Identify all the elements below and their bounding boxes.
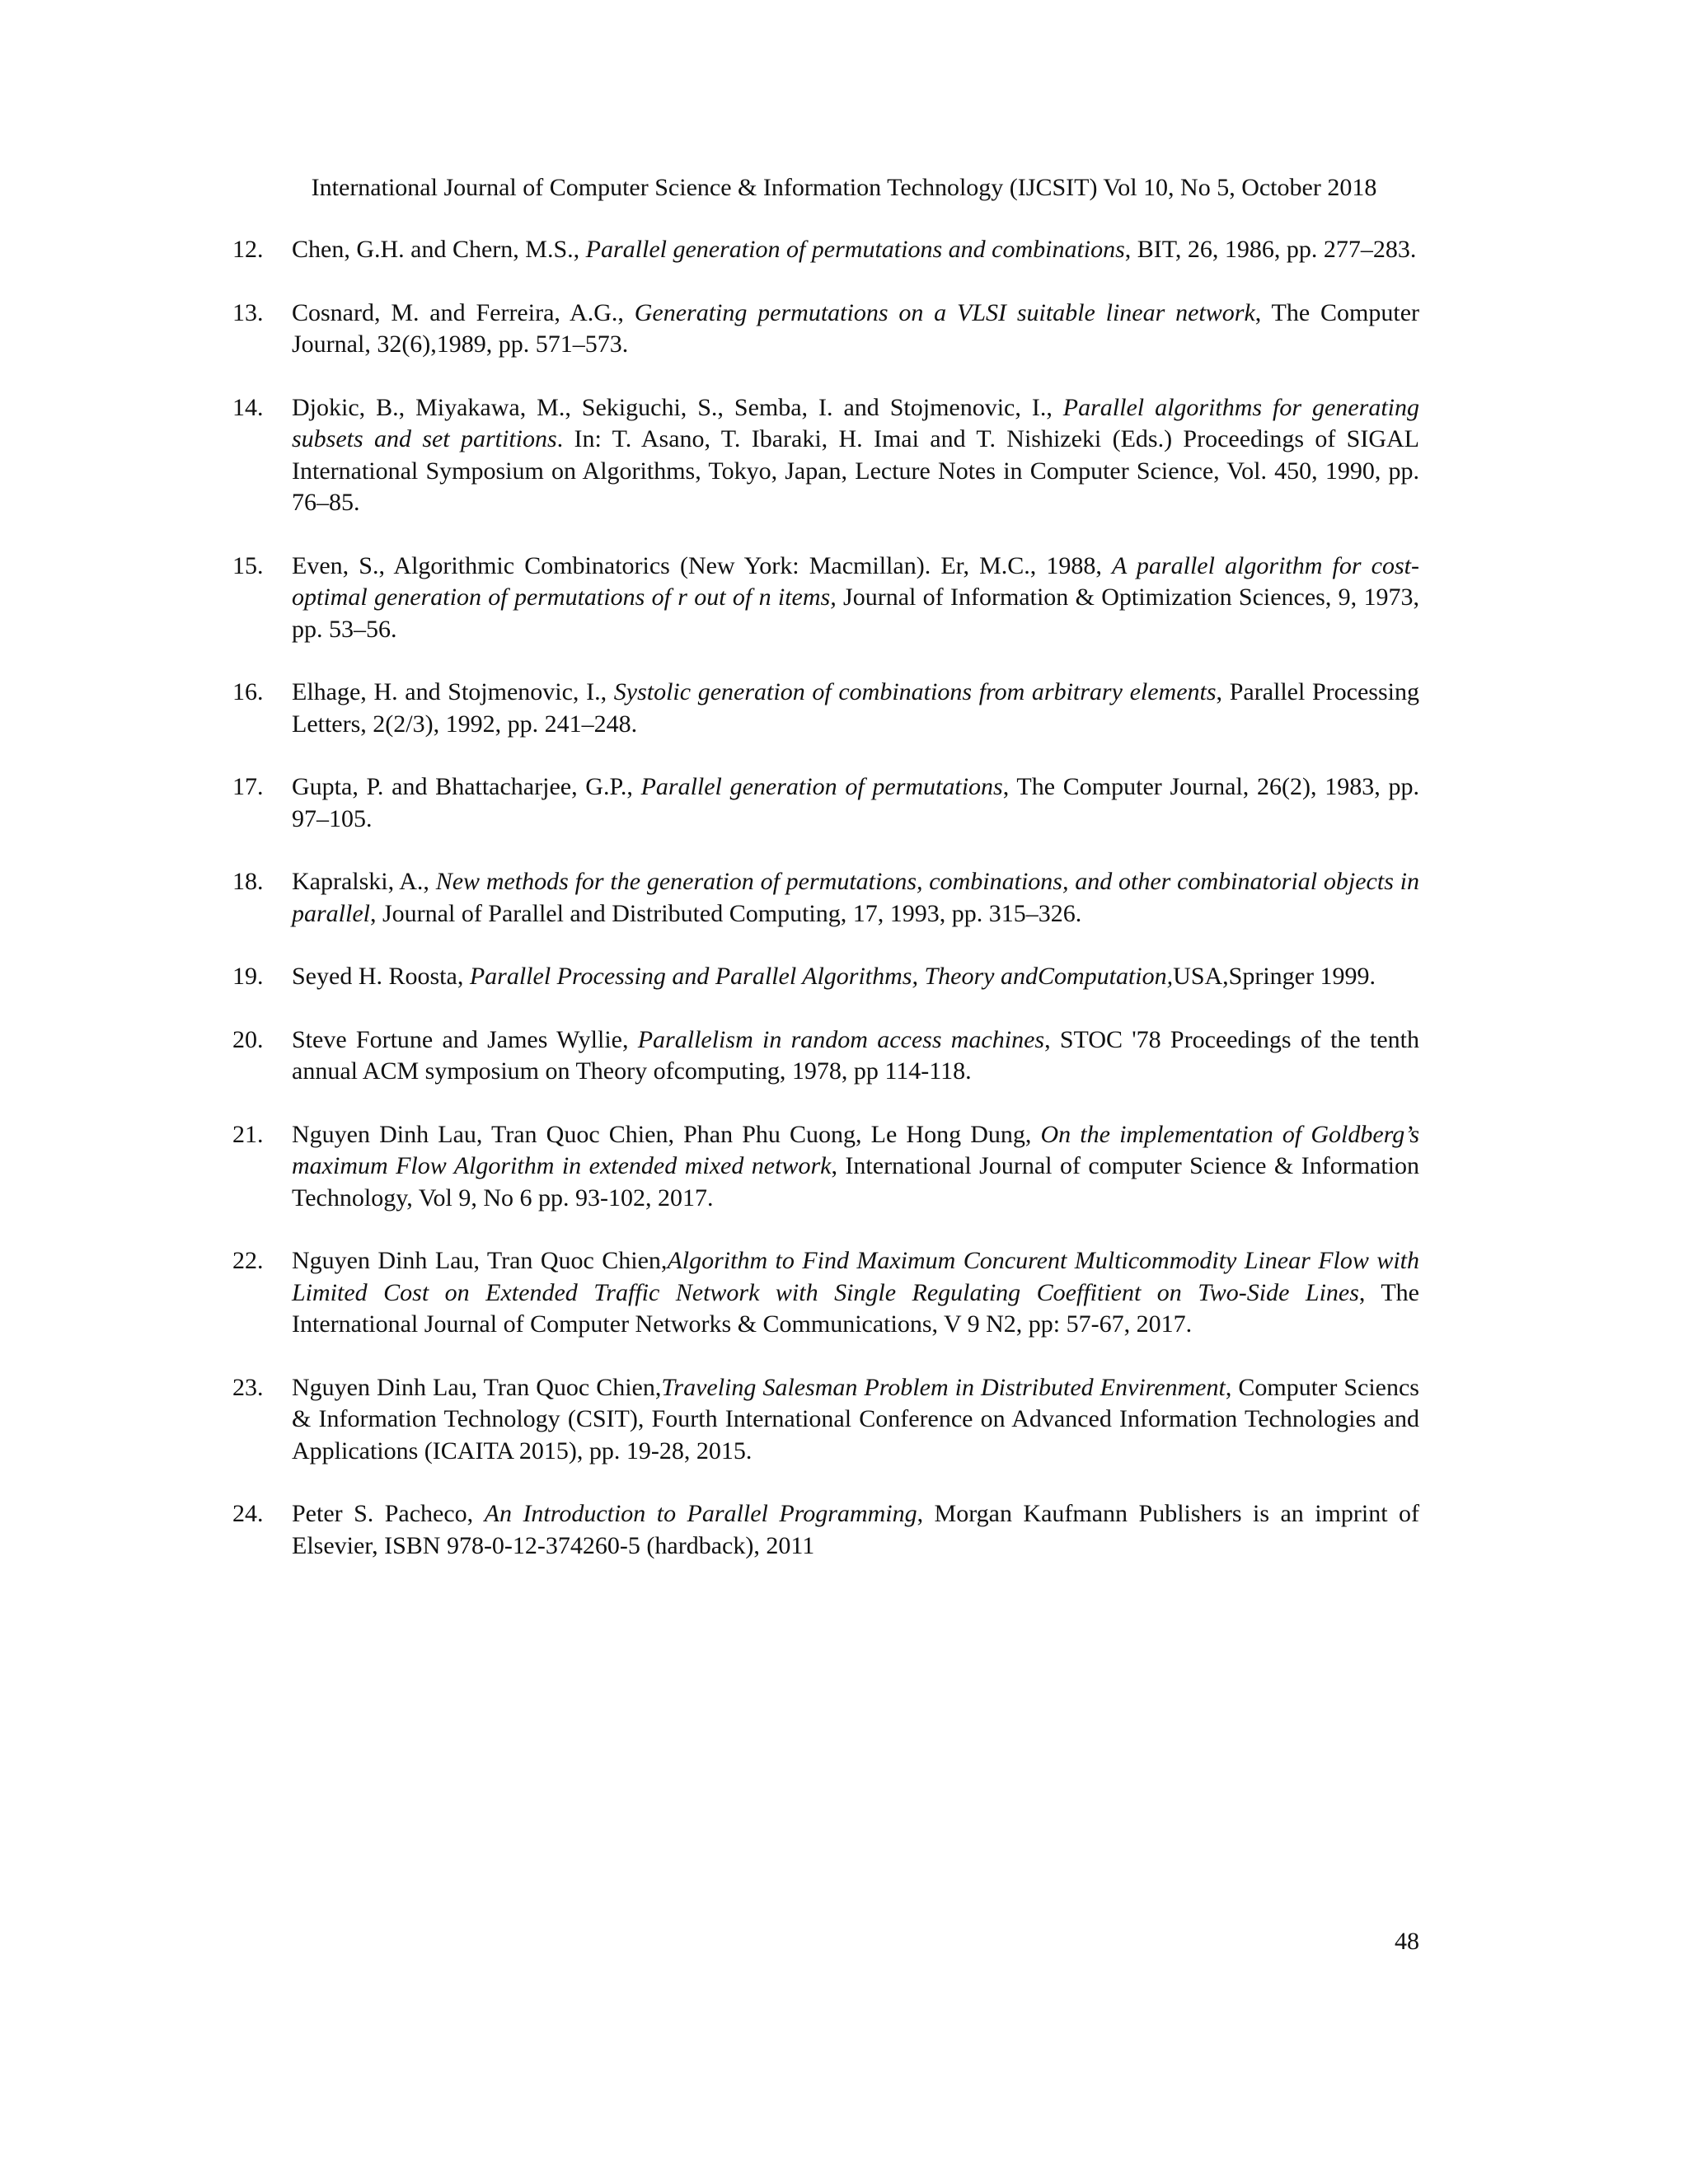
reference-title: Algorithm to Find Maximum Concurent Multicommodity Linear Flow with Limited Cost on Extended Traffic Network with Single Regulating Coeffitient on Two-Side Lines [292,1247,1419,1306]
reference-source: , International Journal of computer Science & Information Technology, Vol 9, No 6 pp. 93-102, 2017. [292,1152,1420,1212]
reference-title: Traveling Salesman Problem in Distributed Envirenment [661,1373,1226,1401]
reference-text [292,552,1419,643]
reference-number: 18. [232,868,264,895]
reference-item [232,1498,1419,1562]
reference-text [292,963,1376,990]
reference-item [232,551,1419,646]
reference-authors: Djokic, B., Miyakawa, M., Sekiguchi, S., Semba, I. and Stojmenovic, I., [292,393,1063,421]
reference-number: 20. [232,1025,264,1053]
reference-authors: Seyed H. Roosta, [292,963,470,990]
reference-title: Parallelism in random access machines [637,1025,1045,1053]
reference-number: 15. [232,551,264,579]
reference-number: 24. [232,1500,264,1527]
reference-text [292,1121,1419,1212]
reference-item [232,298,1419,361]
reference-source: , Parallel Processing Letters, 2(2/3), 1992, pp. 241–248. [292,678,1419,738]
reference-text [292,1374,1419,1465]
reference-authors: Elhage, H. and Stojmenovic, I., [292,678,614,705]
reference-number: 17. [232,773,264,800]
reference-item [232,392,1419,519]
reference-authors: Nguyen Dinh Lau, Tran Quoc Chien, [292,1247,668,1274]
reference-authors: Nguyen Dinh Lau, Tran Quoc Chien, [292,1373,662,1401]
reference-text [292,773,1419,832]
reference-source: , Morgan Kaufmann Publishers is an imprint of Elsevier, ISBN 978-0-12-374260-5 (hardback), 2011 [292,1500,1419,1559]
reference-number: 13. [232,298,264,326]
reference-authors: Nguyen Dinh Lau, Tran Quoc Chien, Phan Phu Cuong, Le Hong Dung, [292,1120,1041,1148]
reference-source: , The Computer Journal, 26(2), 1983, pp. 97–105. [292,773,1419,832]
reference-text [292,236,1416,263]
reference-source: Journal of Information & Optimization Sciences, 9, 1973, pp. 53–56. [292,583,1419,643]
reference-number: 21. [232,1120,264,1148]
reference-source: , The Computer Journal, 32(6),1989, pp. 571–573. [292,298,1419,358]
reference-source: . In: T. Asano, T. Ibaraki, H. Imai and T. Nishizeki (Eds.) Proceedings of SIGAL International Symposium on Algorithms, Tokyo, Japan, Lecture Notes in Computer Science, Vol. 450, 1990, pp. 76–85. [292,425,1419,516]
reference-item [232,677,1419,740]
reference-number: 16. [232,678,264,705]
reference-number: 23. [232,1373,264,1401]
running-header: International Journal of Computer Science & Information Technology (IJCSIT) Vol 10, No 5, October 2018 [311,174,1377,201]
reference-item [232,866,1419,930]
reference-text [292,299,1419,359]
reference-title: A parallel algorithm for cost-optimal generation of permutations of r out of n items, [292,551,1419,611]
reference-number: 14. [232,393,264,421]
reference-title: Parallel generation of permutations [640,773,1003,800]
reference-title: New methods for the generation of permutations, combinations, and other combinatorial objects in parallel [292,868,1419,927]
reference-authors: Gupta, P. and Bhattacharjee, G.P., [292,773,641,800]
reference-source: , STOC '78 Proceedings of the tenth annual ACM symposium on Theory ofcomputing, 1978, pp 114-118. [292,1025,1419,1085]
page-number: 48 [1395,1928,1419,1955]
reference-text [292,678,1419,738]
reference-text [292,394,1419,517]
reference-title: Generating permutations on a VLSI suitable linear network [634,298,1255,326]
reference-source: , The International Journal of Computer Networks & Communications, V 9 N2, pp: 57-67, 2017. [292,1278,1419,1338]
reference-item [232,961,1419,993]
reference-title: Parallel generation of permutations and combinations [585,236,1125,263]
reference-text [292,1500,1419,1559]
reference-item [232,234,1419,266]
reference-title: Parallel Processing and Parallel Algorithms, Theory andComputation, [469,963,1174,990]
reference-source: , BIT, 26, 1986, pp. 277–283. [1124,236,1417,263]
reference-item [232,1245,1419,1341]
reference-item [232,1119,1419,1215]
reference-source: , Journal of Parallel and Distributed Computing, 17, 1993, pp. 315–326. [370,899,1082,927]
reference-authors: Chen, G.H. and Chern, M.S., [292,236,586,263]
reference-authors: Kapralski, A., [292,868,436,895]
reference-number: 19. [232,963,264,990]
reference-title: On the implementation of Goldberg’s maximum Flow Algorithm in extended mixed network [292,1120,1419,1179]
reference-source: USA,Springer 1999. [1173,963,1376,990]
reference-item [232,771,1419,835]
reference-title: An Introduction to Parallel Programming [484,1500,917,1527]
reference-authors: Steve Fortune and James Wyllie, [292,1025,638,1053]
reference-item [232,1372,1419,1468]
reference-authors: Cosnard, M. and Ferreira, A.G., [292,298,635,326]
reference-text [292,1247,1419,1338]
reference-list [232,234,1419,1593]
reference-title: Parallel algorithms for generating subsets and set partitions [292,393,1420,452]
reference-text [292,868,1419,927]
reference-number: 12. [232,236,264,263]
reference-authors: Peter S. Pacheco, [292,1500,485,1527]
reference-source: , Computer Sciencs & Information Technology (CSIT), Fourth International Conference on Advanced Information Technologies and Applications (ICAITA 2015), pp. 19-28, 2015. [292,1373,1419,1465]
reference-title: Systolic generation of combinations from arbitrary elements [613,678,1217,705]
reference-item [232,1024,1419,1088]
reference-authors: Even, S., Algorithmic Combinatorics (New York: Macmillan). Er, M.C., 1988, [292,551,1113,579]
reference-text [292,1026,1419,1085]
reference-number: 22. [232,1247,264,1274]
